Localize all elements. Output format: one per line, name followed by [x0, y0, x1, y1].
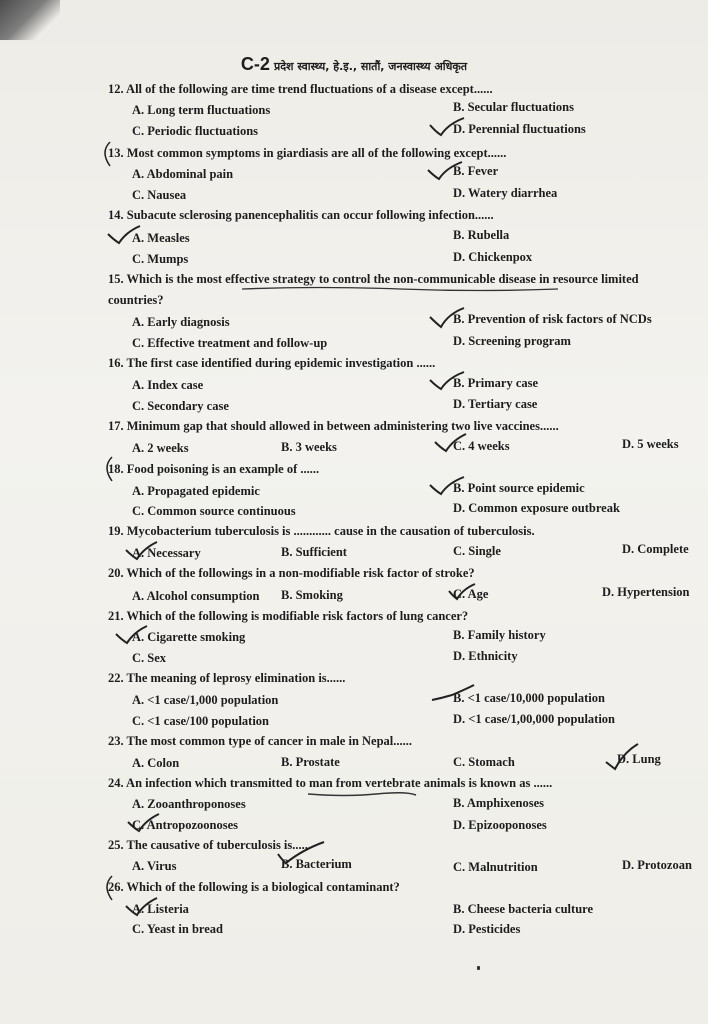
q16-option-c: C. Secondary case	[132, 399, 229, 413]
q13-option-c: C. Nausea	[132, 188, 187, 202]
q12-option-b: B. Secular fluctuations	[453, 100, 574, 114]
q24-option-b: B. Amphixenoses	[453, 796, 544, 810]
question-21: 21. Which of the following is modifiable risk factors of lung cancer?	[108, 609, 469, 623]
q20-option-b: B. Smoking	[281, 588, 343, 602]
q15-option-d: D. Screening program	[453, 334, 571, 348]
q19-option-d: D. Complete	[622, 542, 689, 556]
q25-option-a: A. Virus	[132, 859, 177, 873]
q24-option-a: A. Zooanthroponoses	[132, 797, 246, 811]
q14-option-b: B. Rubella	[453, 228, 510, 242]
q22-option-d: D. <1 case/1,00,000 population	[453, 712, 615, 726]
q19-option-a: A. Necessary	[132, 546, 201, 560]
q13-option-b: B. Fever	[453, 164, 499, 178]
q20-option-d: D. Hypertension	[602, 585, 690, 599]
page-header	[0, 54, 708, 75]
q15-option-a: A. Early diagnosis	[132, 315, 230, 329]
question-23: 23. The most common type of cancer in male in Nepal......	[108, 734, 413, 748]
q21-option-b: B. Family history	[453, 628, 546, 642]
q26-option-b: B. Cheese bacteria culture	[453, 902, 594, 916]
q25-option-c: C. Malnutrition	[453, 860, 538, 874]
q14-option-c: C. Mumps	[132, 252, 189, 266]
q21-option-d: D. Ethnicity	[453, 649, 518, 663]
q17-option-d: D. 5 weeks	[622, 437, 679, 451]
q12-option-d: D. Perennial fluctuations	[453, 122, 586, 136]
q24-option-d: D. Epizooponoses	[453, 818, 547, 832]
question-20: 20. Which of the followings in a non-modifiable risk factor of stroke?	[108, 566, 475, 580]
page-corner-shadow	[0, 0, 60, 40]
q19-option-b: B. Sufficient	[281, 545, 347, 559]
q16-option-a: A. Index case	[132, 378, 204, 392]
q26-option-c: C. Yeast in bread	[132, 922, 223, 936]
q24-option-c: C. Antropozoonoses	[132, 818, 239, 832]
q21-option-c: C. Sex	[132, 651, 167, 665]
q22-option-c: C. <1 case/100 population	[132, 714, 269, 728]
question-18: 18. Food poisoning is an example of ......	[108, 462, 320, 476]
question-22: 22. The meaning of leprosy elimination is......	[108, 671, 346, 685]
ink-dot	[477, 966, 480, 970]
q24-underline-mark	[306, 791, 418, 799]
q13-option-a: A. Abdominal pain	[132, 167, 234, 181]
q22-option-a: A. <1 case/1,000 population	[132, 693, 279, 707]
q26-option-a: A. Listeria	[132, 902, 189, 916]
q17-option-a: A. 2 weeks	[132, 441, 189, 455]
q23-option-c: C. Stomach	[453, 755, 515, 769]
q18-option-c: C. Common source continuous	[132, 504, 296, 518]
q23-option-a: A. Colon	[132, 756, 180, 770]
q25-option-d: D. Protozoan	[622, 858, 692, 872]
q23-option-b: B. Prostate	[281, 755, 340, 769]
paper-code: C-2	[240, 54, 270, 74]
question-19: 19. Mycobacterium tuberculosis is ............ cause in the causation of tuberculosis.	[108, 524, 535, 538]
question-25: 25. The causative of tuberculosis is......	[108, 838, 312, 852]
q19-option-c: C. Single	[453, 544, 501, 558]
q15-option-b: B. Prevention of risk factors of NCDs	[453, 312, 652, 326]
q21-option-a: A. Cigarette smoking	[132, 630, 246, 644]
q20-option-a: A. Alcohol consumption	[132, 589, 260, 603]
question-17: 17. Minimum gap that should allowed in between administering two live vaccines......	[108, 419, 559, 433]
q26-option-d: D. Pesticides	[453, 922, 521, 936]
q22-option-b: B. <1 case/10,000 population	[453, 691, 605, 705]
q18-option-d: D. Common exposure outbreak	[453, 501, 620, 515]
question-16: 16. The first case identified during epidemic investigation ......	[108, 356, 436, 370]
question-12: 12. All of the following are time trend fluctuations of a disease except......	[108, 82, 493, 96]
q14-option-a: A. Measles	[132, 231, 190, 245]
question-24: 24. An infection which transmitted to man from vertebrate animals is known as ......	[108, 776, 553, 790]
q16-option-b: B. Primary case	[453, 376, 539, 390]
q23-option-d: D. Lung	[617, 752, 661, 766]
question-14: 14. Subacute sclerosing panencephalitis can occur following infection......	[108, 208, 494, 222]
q20-option-c: C. Age	[453, 587, 489, 601]
question-15: 15. Which is the most effective strategy to control the non-communicable disease in resource limited countries?	[108, 272, 639, 307]
q15-option-c: C. Effective treatment and follow-up	[132, 336, 328, 350]
paper-subtitle: प्रदेश स्वास्थ्य, हे.इ., सातौं, जनस्वास्थ्य अधिकृत	[273, 60, 468, 73]
q17-option-b: B. 3 weeks	[281, 440, 337, 454]
question-26: 26. Which of the following is a biological contaminant?	[108, 880, 400, 894]
q18-option-b: B. Point source epidemic	[453, 481, 585, 495]
q12-option-c: C. Periodic fluctuations	[132, 124, 259, 138]
q18-option-a: A. Propagated epidemic	[132, 484, 260, 498]
q13-option-d: D. Watery diarrhea	[453, 186, 558, 200]
q16-option-d: D. Tertiary case	[453, 397, 538, 411]
q14-option-d: D. Chickenpox	[453, 250, 533, 264]
q17-option-c: C. 4 weeks	[453, 439, 510, 453]
q12-option-a: A. Long term fluctuations	[132, 103, 271, 117]
q25-option-b: B. Bacterium	[281, 857, 352, 871]
question-13: 13. Most common symptoms in giardiasis are all of the following except......	[108, 146, 507, 160]
